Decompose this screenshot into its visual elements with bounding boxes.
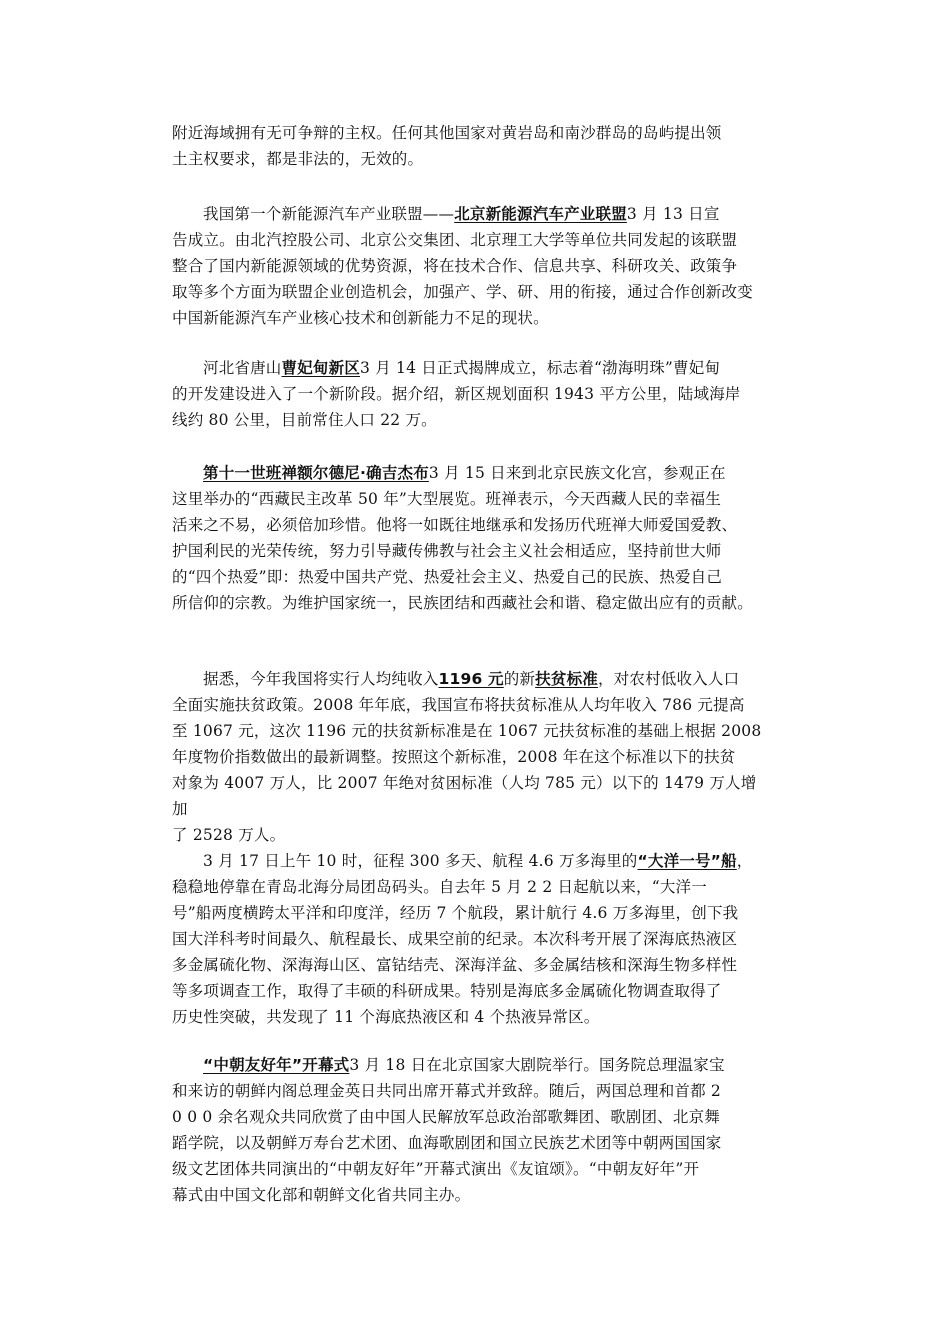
text-run: 据悉，今年我国将实行人均纯收入 — [203, 670, 439, 688]
text-line: 附近海域拥有无可争辩的主权。任何其他国家对黄岩岛和南沙群岛的岛屿提出领 — [172, 124, 722, 142]
paragraph-ev-alliance — [172, 201, 772, 331]
text-run: 3 月 13 日宣 — [626, 205, 720, 223]
text-line: 对象为 4007 万人，比 2007 年绝对贫困标准（人均 785 元）以下的 1479 万人增加 — [172, 774, 757, 818]
text-line: 告成立。由北汽控股公司、北京公交集团、北京理工大学等单位共同发起的该联盟 — [172, 231, 738, 249]
text-run: 3 月 15 日来到北京民族文化宫，参观正在 — [428, 464, 726, 482]
text-run: 3 月 17 日上午 10 时，征程 300 多天、航程 4.6 万多海里的 — [203, 852, 638, 870]
text-line: 号”船两度横跨太平洋和印度洋，经历 7 个航段，累计航行 4.6 万多海里，创下我 — [172, 904, 739, 922]
text-line: 稳稳地停靠在青岛北海分局团岛码头。自去年 5 月 2 2 日起航以来，“大洋一 — [172, 878, 707, 896]
text-line: 整合了国内新能源领域的优势资源，将在技术合作、信息共享、科研攻关、政策争 — [172, 257, 738, 275]
text-line: 的“四个热爱”即：热爱中国共产党、热爱社会主义、热爱自己的民族、热爱自己 — [172, 568, 723, 586]
text-line-first — [172, 355, 772, 381]
text-line: 级文艺团体共同演出的“中朝友好年”开幕式演出《友谊颂》。“中朝友好年”开 — [172, 1160, 700, 1178]
text-run: 河北省唐山 — [203, 359, 282, 377]
paragraph-panchen-lama — [172, 460, 772, 616]
text-run: ， — [736, 852, 753, 870]
highlight-term: 第十一世班禅额尔德尼·确吉杰布 — [203, 464, 429, 482]
text-line: 活来之不易，必须倍加珍惜。他将一如既往地继承和发扬历代班禅大师爱国爱教、 — [172, 516, 738, 534]
paragraph-caofeidian — [172, 355, 772, 433]
text-line: 线约 80 公里，目前常住人口 22 万。 — [172, 411, 437, 429]
text-line-first — [172, 460, 772, 486]
highlight-term: 曹妃甸新区 — [281, 359, 361, 377]
text-line: 护国利民的光荣传统，努力引导藏传佛教与社会主义社会相适应，坚持前世大师 — [172, 542, 722, 560]
text-line: 0 0 0 余名观众共同欣赏了由中国人民解放军总政治部歌舞团、歌剧团、北京舞 — [172, 1108, 720, 1126]
text-line: 的开发建设进入了一个新阶段。据介绍，新区规划面积 1943 平方公里，陆域海岸 — [172, 385, 741, 403]
text-line: 多金属硫化物、深海海山区、富钴结壳、深海洋盆、多金属结核和深海生物多样性 — [172, 956, 738, 974]
highlight-term: 1196 元 — [438, 670, 504, 688]
text-line: 所信仰的宗教。为维护国家统一，民族团结和西藏社会和谐、稳定做出应有的贡献。 — [172, 594, 753, 612]
paragraph-poverty-standard — [172, 666, 772, 848]
text-line: 年度物价指数做出的最新调整。按照这个新标准，2008 年在这个标准以下的扶贫 — [172, 748, 736, 766]
text-run: 3 月 18 日在北京国家大剧院举行。国务院总理温家宝 — [349, 1056, 725, 1074]
text-line: 和来访的朝鲜内阁总理金英日共同出席开幕式并致辞。随后，两国总理和首都 2 — [172, 1082, 721, 1100]
paragraph-sovereignty — [172, 120, 772, 172]
text-line: 幕式由中国文化部和朝鲜文化省共同主办。 — [172, 1186, 471, 1204]
text-line: 中国新能源汽车产业核心技术和创新能力不足的现状。 — [172, 309, 549, 327]
text-line: 等多项调查工作，取得了丰硕的科研成果。特别是海底多金属硫化物调查取得了 — [172, 982, 722, 1000]
text-line: 这里举办的“西藏民主改革 50 年”大型展览。班禅表示，今天西藏人民的幸福生 — [172, 490, 722, 508]
text-run: 我国第一个新能源汽车产业联盟—— — [203, 205, 455, 223]
text-line-first — [172, 1052, 772, 1078]
text-run: 3 月 14 日正式揭牌成立，标志着“渤海明珠”曹妃甸 — [360, 359, 721, 377]
paragraph-china-dprk-year — [172, 1052, 772, 1208]
text-line-first — [172, 201, 772, 227]
paragraph-dayang-yihao — [172, 848, 772, 1030]
text-line: 了 2528 万人。 — [172, 826, 286, 844]
highlight-term: 扶贫标准 — [535, 670, 598, 688]
text-line: 蹈学院，以及朝鲜万寿台艺术团、血海歌剧团和国立民族艺术团等中朝两国国家 — [172, 1134, 722, 1152]
highlight-term: “大洋一号”船 — [637, 852, 737, 870]
text-line: 至 1067 元，这次 1196 元的扶贫新标准是在 1067 元扶贫标准的基础上根据 2008 — [172, 722, 762, 740]
text-line: 取等多个方面为联盟企业创造机会，加强产、学、研、用的衔接，通过合作创新改变 — [172, 283, 753, 301]
highlight-term: 北京新能源汽车产业联盟 — [454, 205, 627, 223]
text-line-first — [172, 666, 772, 692]
text-run: ，对农村低收入人口 — [597, 670, 740, 688]
text-line-first — [172, 848, 772, 874]
text-run: 的新 — [503, 670, 536, 688]
text-line: 土主权要求，都是非法的，无效的。 — [172, 150, 424, 168]
text-line: 国大洋科考时间最久、航程最长、成果空前的纪录。本次科考开展了深海底热液区 — [172, 930, 738, 948]
text-line: 全面实施扶贫政策。2008 年年底，我国宣布将扶贫标准从人均年收入 786 元提高 — [172, 696, 745, 714]
highlight-term: “中朝友好年”开幕式 — [203, 1056, 350, 1074]
text-line: 历史性突破，共发现了 11 个海底热液区和 4 个热液异常区。 — [172, 1008, 600, 1026]
